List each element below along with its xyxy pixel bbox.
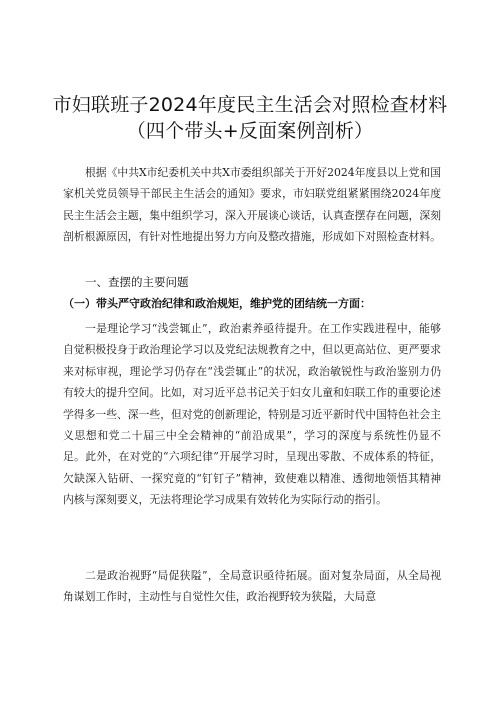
document-subtitle: （四个带头+反面案例剖析） [126,120,374,142]
document-title: 市妇联班子2024年度民主生活会对照检查材料 [52,94,448,116]
body-paragraph-1: 一是理论学习“浅尝辄止”，政治素养亟待提升。在工作实践进程中，能够自觉积极投身于政治理论学习以及党纪法规教育之中，但以更高站位、更严要求来对标审视，理论学习仍存在“浅尝辄止”的状况，政治敏锐性与政治鉴别力仍有较大的提升空间。比如，对习近平总书记关于妇女儿童和妇联工作的重要论述学得多一些、深一些，但对党的创新理论，特别是习近平新时代中国特色社会主义思想和党二十届三中全会精神的“前沿成果”，学习的深度与系统性仍显不足。此外，在对党的“六项纪律”开展学习时，呈现出零散、不成体系的特征，欠缺深入钻研、一探究竟的“钉钉子”精神，致使难以精准、透彻地领悟其精神内核与深刻要义，无法将理论学习成果有效转化为实际行动的指引。 [63,322,441,507]
subsection-heading: （一）带头严守政治纪律和政治规矩，维护党的团结统一方面： [63,297,371,310]
body-paragraph-2: 二是政治视野“局促狭隘”，全局意识亟待拓展。面对复杂局面，从全局视角谋划工作时，主动性与自觉性欠佳，政治视野较为狭隘，大局意 [63,569,441,604]
intro-paragraph: 根据《中共X市纪委机关中共X市委组织部关于开好2024年度县以上党和国家机关党员领导干部民主生活会的通知》要求，市妇联党组紧紧围绕2024年度民主生活会主题，集中组织学习，深入开展谈心谈话，认真查摆存在问题，深刻剖析根源原因，有针对性地提出努力方向及整改措施，形成如下对照检查材料。 [63,166,441,244]
section-heading: 一、查摆的主要问题 [85,275,189,289]
